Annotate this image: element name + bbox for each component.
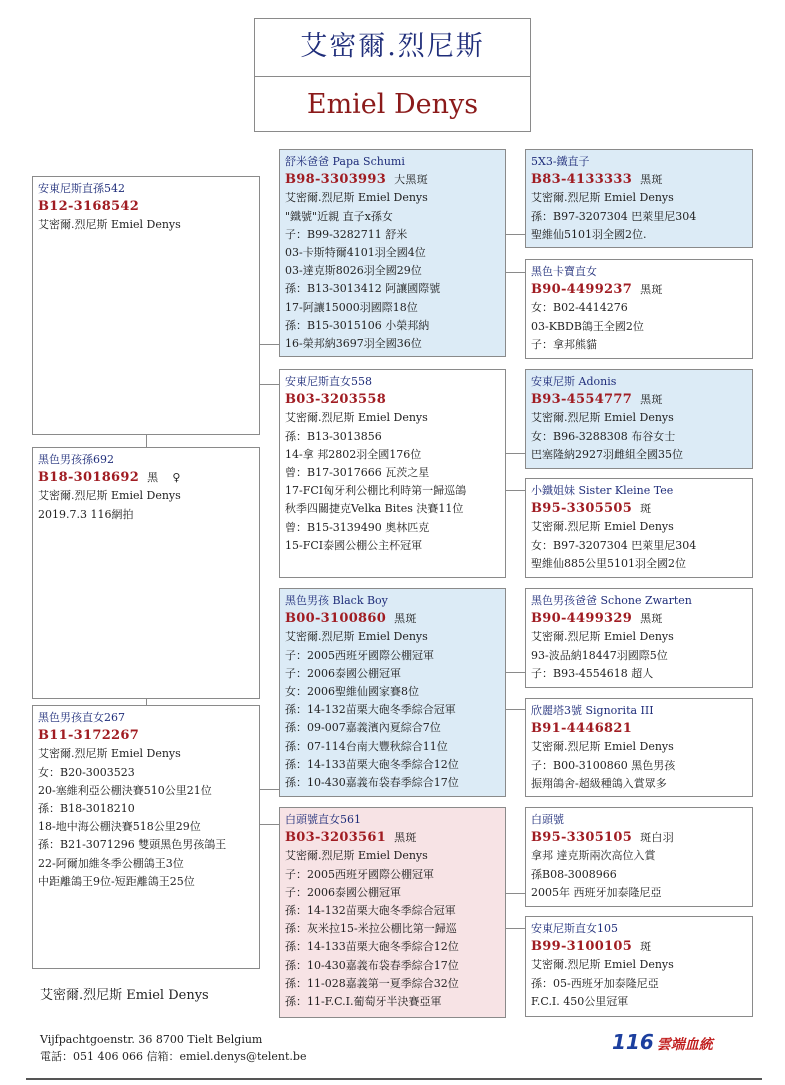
connector-sd-sds (505, 453, 526, 454)
pigeon-title: 安東尼斯直女558 (285, 375, 372, 388)
sdd-card (525, 478, 753, 578)
info-line: 女：B97-3207304 巴萊里尼304 (531, 538, 697, 552)
info-line: 孫：05-西班牙加泰隆尼亞 (531, 976, 659, 990)
connector-dd-ddd (505, 928, 526, 929)
logo-number: 116 (612, 1030, 654, 1054)
color-label: 黑斑 (394, 612, 417, 626)
info-line: 孫：09-007嘉義濱內夏綜合7位 (285, 721, 441, 735)
connector-dam-dd (259, 824, 280, 825)
pigeon-title: 白頭號直女561 (285, 813, 361, 826)
color-label: 黑斑 (640, 283, 663, 297)
ring-number (38, 469, 254, 487)
ring-text: B95-3305105 (531, 830, 633, 846)
info-line: 艾密爾.烈尼斯 Emiel Denys (285, 191, 428, 205)
pigeon-title: 黑色男孩 Black Boy (285, 594, 388, 607)
pigeon-title: 黑色男孩孫692 (38, 453, 114, 466)
info-line: 曾：B17-3017666 瓦茨之星 (285, 466, 430, 480)
ring-number (531, 281, 747, 299)
info-line: 17-FCI匈牙利公棚比利時第一歸巡鴿 (285, 484, 467, 498)
connector-ds-dss (505, 672, 526, 673)
ring-number (531, 171, 747, 189)
color-label: 黑斑 (394, 831, 417, 845)
info-line: 艾密爾.烈尼斯 Emiel Denys (38, 218, 181, 232)
info-line: 20-塞維利亞公棚決賽510公里21位 (38, 783, 212, 797)
color-label: 黑斑 (640, 173, 663, 187)
color-label: 黑斑 (640, 393, 663, 407)
pedigree-header (254, 18, 531, 132)
info-line: 子：拿邦熊貓 (531, 337, 597, 351)
connector-dd-dds (505, 893, 526, 894)
ring-text: B90-4499329 (531, 611, 633, 627)
info-line: 16-榮邦納3697羽全國36位 (285, 337, 422, 351)
ring-text: B98-3303993 (285, 172, 387, 188)
info-line: 孫：B21-3071296 雙頭黑色男孩鴿王 (38, 838, 227, 852)
sire-dam-card (279, 369, 506, 578)
info-line: 孫B08-3008966 (531, 867, 617, 881)
ring-number (285, 829, 500, 847)
ring-text: B99-3100105 (531, 939, 633, 955)
info-line: 孫：10-430嘉義布袋春季綜合17位 (285, 776, 459, 790)
info-line: 孫：14-132苗栗大砲冬季綜合冠軍 (285, 904, 456, 918)
breeder-contact (40, 1031, 306, 1065)
info-line: 子：2006泰國公棚冠軍 (285, 885, 401, 899)
ring-number: B11-3172267 (38, 728, 140, 744)
pigeon-title: 黑色男孩爸爸 Schone Zwarten (531, 594, 692, 607)
ring-number (531, 938, 747, 956)
pigeon-title: 舒米爸爸 Papa Schumi (285, 155, 405, 168)
address-line: Vijfpachtgoenstr. 36 8700 Tielt Belgium (40, 1033, 263, 1046)
info-line: 聖維仙5101羽全國2位. (531, 227, 647, 241)
color-label: 斑 (640, 940, 652, 954)
dds-card (525, 807, 753, 907)
pigeon-title: 黑色男孩直女267 (38, 711, 125, 724)
breeder-name-chinese: 艾密爾.烈尼斯 (300, 31, 485, 62)
info-line: 孫：11-F.C.I.葡萄牙半決賽亞軍 (285, 995, 442, 1009)
info-line: 孫：14-133苗栗大砲冬季綜合12位 (285, 757, 459, 771)
logo-text: 雲端血統 (656, 1037, 713, 1053)
dam-dam-card (279, 807, 506, 1018)
info-line: 女：B02-4414276 (531, 301, 628, 315)
connector-ss-sss (505, 234, 526, 235)
info-line: 孫：B13-3013412 阿讓國際號 (285, 282, 441, 296)
pigeon-title: 安東尼斯直女105 (531, 922, 618, 935)
info-line: 艾密爾.烈尼斯 Emiel Denys (38, 747, 181, 761)
dam-card (32, 705, 260, 969)
info-line: 艾密爾.烈尼斯 Emiel Denys (531, 411, 674, 425)
info-line: 15-FCI泰國公棚公主杯冠軍 (285, 538, 423, 552)
ring-text: B90-4499237 (531, 282, 633, 298)
info-line: F.C.I. 450公里冠軍 (531, 994, 629, 1008)
pigeon-title: 安東尼斯直孫542 (38, 182, 125, 195)
info-line: 子：2006泰國公棚冠軍 (285, 666, 401, 680)
ssd-card (525, 259, 753, 359)
color-label: 黑 (147, 471, 159, 485)
ring-text: B03-3203561 (285, 830, 387, 846)
info-line: 2019.7.3 116網拍 (38, 507, 134, 521)
site-logo (612, 1030, 713, 1054)
footer-divider (26, 1078, 762, 1080)
info-line: 曾：B15-3139490 奧林匹克 (285, 520, 430, 534)
ring-number (285, 171, 500, 189)
info-line: 秋季四關捷克Velka Bites 決賽11位 (285, 502, 464, 516)
ring-text: B95-3305505 (531, 501, 633, 517)
info-line: 孫：10-430嘉義布袋春季綜合17位 (285, 958, 459, 972)
ring-number (531, 829, 747, 847)
ring-text: B18-3018692 (38, 470, 140, 486)
info-line: 子：2005西班牙國際公棚冠軍 (285, 648, 434, 662)
info-line: 孫：B15-3015106 小榮邦納 (285, 318, 430, 332)
ring-number: B12-3168542 (38, 199, 140, 215)
info-line: 孫：B97-3207304 巴萊里尼304 (531, 209, 697, 223)
info-line: 93-波品納18447羽國際5位 (531, 648, 668, 662)
ring-text: B83-4133333 (531, 172, 633, 188)
dss-card (525, 588, 753, 688)
color-label: 大黑斑 (394, 173, 428, 187)
info-line: 14-拿 邦2802羽全國176位 (285, 447, 422, 461)
info-line: 艾密爾.烈尼斯 Emiel Denys (285, 849, 428, 863)
info-line: 女：2006聖維仙國家賽8位 (285, 685, 419, 699)
info-line: 艾密爾.烈尼斯 Emiel Denys (531, 520, 674, 534)
info-line: 孫：B18-3018210 (38, 802, 135, 816)
ddd-card (525, 916, 753, 1017)
info-line: 艾密爾.烈尼斯 Emiel Denys (531, 630, 674, 644)
info-line: 振翔鴿舍-超級種鴿入賞眾多 (531, 776, 667, 790)
subject-card (32, 447, 260, 699)
info-line: 女：B20-3003523 (38, 765, 135, 779)
pigeon-title: 安東尼斯 Adonis (531, 375, 617, 388)
info-line: 孫：14-133苗栗大砲冬季綜合12位 (285, 940, 459, 954)
color-label: 黑斑 (640, 612, 663, 626)
dam-sire-card (279, 588, 506, 797)
info-line: 子：B00-3100860 黑色男孩 (531, 758, 676, 772)
color-label: 斑 (640, 502, 652, 516)
connector-ds-dsd (505, 709, 526, 710)
ring-number (531, 500, 747, 518)
info-line: 03-KBDB鴿王全國2位 (531, 319, 644, 333)
pigeon-title: 黑色卡寶直女 (531, 265, 597, 278)
pigeon-title: 5X3-鐵直子 (531, 155, 590, 168)
contact-line: 電話：051 406 066 信箱：emiel.denys@telent.be (40, 1050, 307, 1063)
info-line: 艾密爾.烈尼斯 Emiel Denys (285, 411, 428, 425)
info-line: 巴塞隆納2927羽雌組全國35位 (531, 447, 683, 461)
info-line: 艾密爾.烈尼斯 Emiel Denys (531, 958, 674, 972)
info-line: 拿邦 達克斯兩次高位入賞 (531, 849, 656, 863)
ring-number (531, 391, 747, 409)
info-line: 孫：11-028嘉義第一夏季綜合32位 (285, 976, 459, 990)
info-line: 艾密爾.烈尼斯 Emiel Denys (285, 630, 428, 644)
connector-sd-sdd (505, 490, 526, 491)
ring-text: B00-3100860 (285, 611, 387, 627)
info-line: "鐵號"近親 直子x孫女 (285, 209, 393, 223)
sds-card (525, 369, 753, 469)
sex-symbol: ♀ (172, 471, 181, 485)
info-line: 子：B99-3282711 舒米 (285, 227, 408, 241)
ring-number (285, 610, 500, 628)
info-line: 17-阿讓15000羽國際18位 (285, 300, 418, 314)
ring-number: B03-3203558 (285, 392, 387, 408)
info-line: 艾密爾.烈尼斯 Emiel Denys (531, 740, 674, 754)
connector-subject-sire (146, 434, 147, 448)
info-line: 03-卡斯特爾4101羽全國4位 (285, 246, 426, 260)
ring-number (531, 610, 747, 628)
color-label: 斑白羽 (640, 831, 674, 845)
info-line: 孫：14-132苗栗大砲冬季綜合冠軍 (285, 703, 456, 717)
info-line: 聖維仙885公里5101羽全國2位 (531, 556, 686, 570)
info-line: 中距離鴿王9位-短距離鴿王25位 (38, 874, 195, 888)
sire-card (32, 176, 260, 435)
info-line: 孫：灰米拉15-米拉公棚比第一歸巡 (285, 922, 457, 936)
pigeon-title: 白頭號 (531, 813, 564, 826)
info-line: 22-阿爾加維冬季公棚鴿王3位 (38, 856, 184, 870)
ring-text: B93-4554777 (531, 392, 633, 408)
breeder-name-english: Emiel Denys (306, 89, 479, 120)
connector-dam-ds (259, 789, 280, 790)
info-line: 孫：B13-3013856 (285, 429, 382, 443)
info-line: 孫：07-114台南大豐秋綜合11位 (285, 739, 448, 753)
ring-number: B91-4446821 (531, 721, 633, 737)
connector-sire-ss (259, 344, 280, 345)
sss-card (525, 149, 753, 248)
info-line: 艾密爾.烈尼斯 Emiel Denys (38, 489, 181, 503)
info-line: 子：B93-4554618 超人 (531, 666, 654, 680)
info-line: 18-地中海公棚決賽518公里29位 (38, 820, 201, 834)
dsd-card (525, 698, 753, 797)
info-line: 子：2005西班牙國際公棚冠軍 (285, 867, 434, 881)
breeder-signature: 艾密爾.烈尼斯 Emiel Denys (40, 988, 209, 1003)
info-line: 女：B96-3288308 布谷女士 (531, 429, 676, 443)
info-line: 艾密爾.烈尼斯 Emiel Denys (531, 191, 674, 205)
info-line: 03-達克斯8026羽全國29位 (285, 264, 422, 278)
sire-sire-card (279, 149, 506, 357)
connector-ss-ssd (505, 272, 526, 273)
pigeon-title: 小鐵姐妹 Sister Kleine Tee (531, 484, 674, 497)
pigeon-title: 欣麗塔3號 Signorita III (531, 704, 654, 717)
info-line: 2005年 西班牙加泰隆尼亞 (531, 885, 662, 899)
connector-sire-sd (259, 384, 280, 385)
